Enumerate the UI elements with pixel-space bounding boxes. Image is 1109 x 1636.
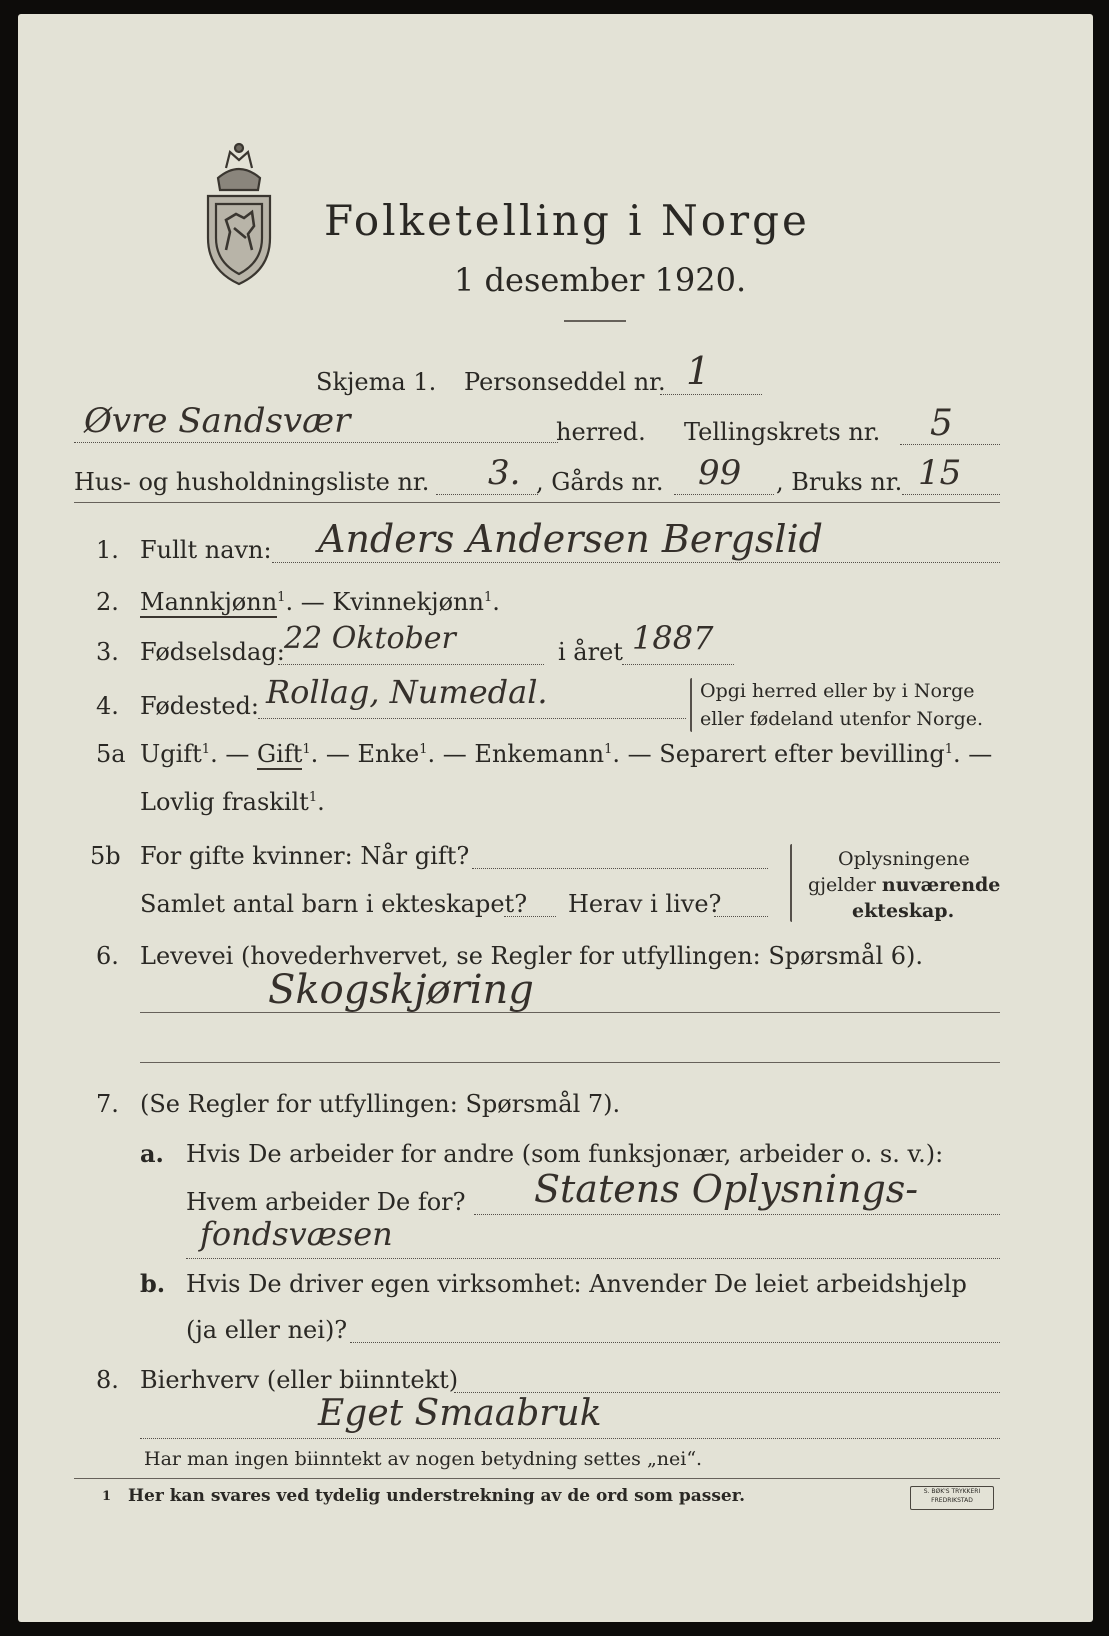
q5b-live-line (714, 916, 768, 917)
tellingskrets-line (900, 444, 1000, 445)
q7b-line (350, 1342, 1000, 1343)
q8-value: Eget Smaabruk (318, 1393, 602, 1434)
gards-line (674, 494, 774, 495)
q5a-number: 5a (96, 740, 126, 768)
q7a-hvem-label: Hvem arbeider De for? (186, 1188, 466, 1216)
printer-stamp (910, 1486, 994, 1510)
q5b-live-label: Herav i live? (568, 890, 722, 918)
q3-day-value: 22 Oktober (284, 621, 456, 656)
q5b-line (472, 868, 768, 869)
q5b-barn-line (504, 916, 556, 917)
q4-note-line-2: eller fødeland utenfor Norge. (700, 708, 984, 730)
footer-separator (74, 1478, 1000, 1479)
q6-line-2 (140, 1062, 1000, 1063)
form-subtitle: 1 desember 1920. (454, 261, 747, 299)
q3-year-label: i året (558, 638, 623, 666)
q7a-letter: a. (140, 1139, 164, 1168)
personseddel-label: Personseddel nr. (464, 368, 666, 396)
q5b-note-line-3: ekteskap. (852, 900, 955, 922)
gards-value: 99 (698, 453, 742, 493)
q5a-gift-option: Gift (256, 740, 303, 768)
printer-stamp-line-1: S. BØK'S TRYKKERI (923, 1488, 981, 1495)
q4-label: Fødested: (140, 692, 259, 720)
q3-label: Fødselsdag: (140, 638, 285, 666)
q5b-note-brace (790, 844, 792, 922)
printer-stamp-line-2: FREDRIKSTAD (931, 1497, 973, 1504)
q5a-enke-option: Enke (357, 740, 420, 768)
q7a-label: Hvis De arbeider for andre (som funksjonær, arbeider o. s. v.): (186, 1140, 944, 1168)
q5b-note-line-1: Oplysningene (838, 848, 970, 870)
q5a-separert-option: Separert efter bevilling (659, 740, 945, 768)
personseddel-value: 1 (686, 349, 711, 393)
herred-line (74, 442, 558, 443)
q7a-value-line-2: fondsvæsen (200, 1215, 393, 1253)
q2-separator: . — (285, 588, 333, 616)
q8-line-2 (140, 1438, 1000, 1439)
bruks-value: 15 (918, 453, 962, 493)
title-divider (564, 320, 626, 322)
q1-label: Fullt navn: (140, 536, 272, 564)
q5b-label: For gifte kvinner: Når gift? (140, 842, 470, 870)
q8-note: Har man ingen biinntekt av nogen betydning settes „nei“. (144, 1448, 703, 1470)
q4-note-line-1: Opgi herred eller by i Norge (700, 680, 975, 702)
q8-number: 8. (96, 1366, 119, 1394)
q5b-note-line-2: gjelder nuværende (808, 874, 1001, 896)
q1-line (272, 562, 1000, 563)
q8-label: Bierhverv (eller biinntekt) (140, 1366, 459, 1394)
q5a-fraskilt-option: Lovlig fraskilt$^1$. (140, 788, 325, 816)
q3-year-line (622, 664, 734, 665)
q6-value: Skogskjøring (268, 967, 534, 1013)
q2-options: Mannkjønn$^1$. — Kvinnekjønn$^1$. (140, 588, 500, 616)
census-form (18, 14, 1093, 1622)
tellingskrets-label: Tellingskrets nr. (684, 418, 881, 446)
footnote-text: Her kan svares ved tydelig understrekning av de ord som passer. (128, 1486, 746, 1506)
q1-number: 1. (96, 536, 119, 564)
q7b-label: Hvis De driver egen virksomhet: Anvender De leiet arbeidshjelp (186, 1270, 967, 1298)
bruks-label: , Bruks nr. (776, 468, 903, 496)
gards-label: , Gårds nr. (536, 468, 664, 496)
q6-label: Levevei (hovederhvervet, se Regler for utfyllingen: Spørsmål 6). (140, 942, 924, 970)
q4-line (258, 718, 686, 719)
herred-value: Øvre Sandsvær (84, 401, 351, 441)
footnote-mark: 1 (102, 1489, 112, 1504)
q1-value: Anders Andersen Bergslid (318, 517, 823, 561)
q7-label: (Se Regler for utfyllingen: Spørsmål 7). (140, 1090, 621, 1118)
q7b-letter: b. (140, 1269, 166, 1298)
q5b-barn-label: Samlet antal barn i ekteskapet? (140, 890, 528, 918)
q6-line-1 (140, 1012, 1000, 1013)
header-separator (74, 502, 1000, 503)
q3-number: 3. (96, 638, 119, 666)
q3-day-line (278, 664, 544, 665)
q5b-number: 5b (90, 842, 121, 870)
q4-value: Rollag, Numedal. (266, 673, 548, 711)
q7a-line-2 (186, 1258, 1000, 1259)
norwegian-coat-of-arms-icon (196, 138, 282, 288)
personseddel-line (660, 394, 762, 395)
q2-female-option: Kvinnekjønn (332, 588, 484, 616)
husholdningsliste-line (436, 494, 538, 495)
q7-number: 7. (96, 1090, 119, 1118)
q2-number: 2. (96, 588, 119, 616)
husholdningsliste-label: Hus- og husholdningsliste nr. (74, 468, 430, 496)
skjema-label: Skjema 1. (316, 368, 437, 396)
q2-male-option: Mannkjønn (140, 588, 278, 616)
q7a-value-line-1: Statens Oplysnings- (534, 1167, 919, 1211)
q4-number: 4. (96, 692, 119, 720)
form-title: Folketelling i Norge (324, 196, 810, 245)
tellingskrets-value: 5 (930, 403, 953, 444)
herred-label: herred. (556, 418, 646, 446)
q3-year-value: 1887 (632, 619, 714, 657)
q7a-line-1 (474, 1214, 1000, 1215)
q4-note-brace (690, 678, 692, 732)
husholdningsliste-value: 3. (488, 453, 521, 493)
q5a-options: Ugift$^1$. — Gift$^1$. — Enke$^1$. — Enkemann$^1$. — Separert efter bevilling$^1$. — (140, 740, 993, 768)
q5a-ugift-option: Ugift (140, 740, 202, 768)
q7b-label-2: (ja eller nei)? (186, 1316, 348, 1344)
q6-number: 6. (96, 942, 119, 970)
bruks-line (902, 494, 1000, 495)
q5a-enkemann-option: Enkemann (474, 740, 605, 768)
